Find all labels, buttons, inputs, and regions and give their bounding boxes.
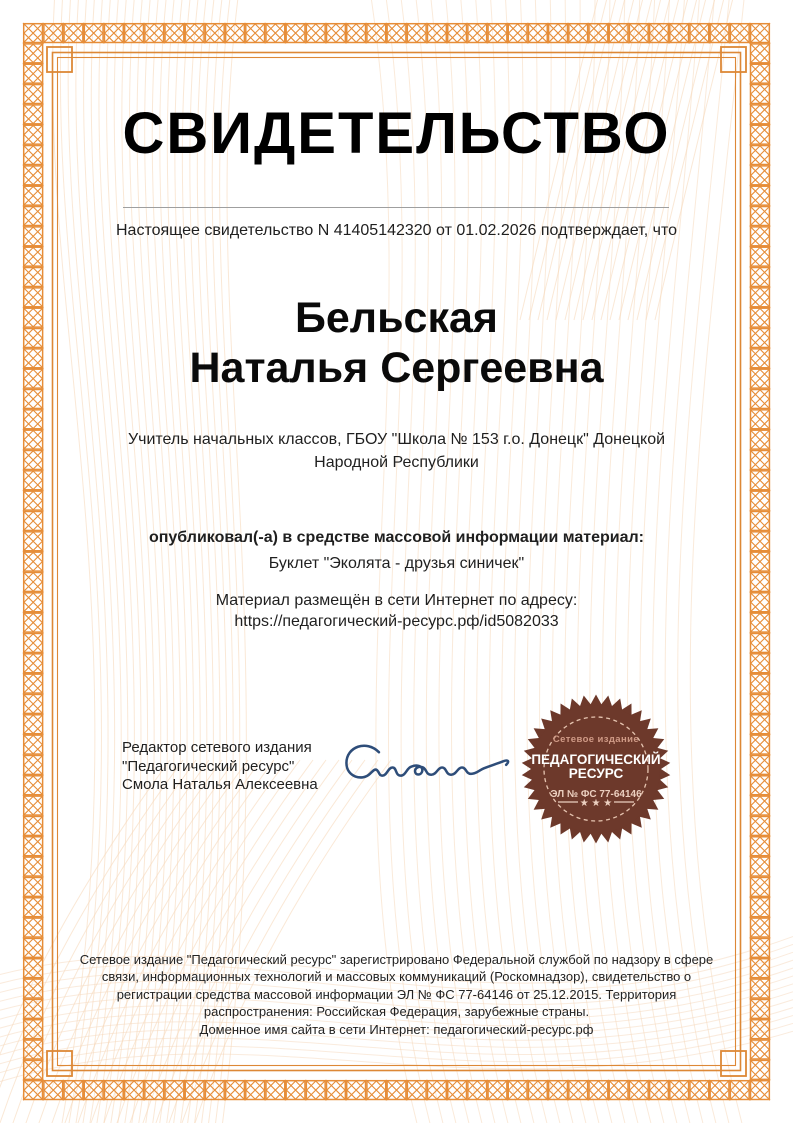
footer-line: регистрации средства массовой информации ЭЛ № ФС 77-64146 от 25.12.2015. Территория bbox=[116, 986, 677, 1002]
seal-org-line1: ПЕДАГОГИЧЕСКИЙ bbox=[531, 752, 661, 767]
signatory-role: Редактор сетевого издания bbox=[122, 739, 312, 756]
recipient-last-name: Бельская bbox=[294, 294, 498, 342]
signatory-name: Смола Наталья Алексеевна bbox=[122, 776, 318, 794]
signature-image bbox=[332, 734, 517, 792]
material-title: Буклет "Эколята - друзья синичек" bbox=[268, 555, 525, 572]
recipient-position-text: Учитель начальных классов, ГБОУ "Школа № 153 г.о. Донецк" Донецкой Народной Республики bbox=[127, 431, 666, 471]
signatory-block bbox=[122, 739, 318, 795]
recipient-first-patronymic: Наталья Сергеевна bbox=[189, 344, 604, 392]
footer-line: связи, информационных технологий и массовых коммуникаций (Роскомнадзор), свидетельство о bbox=[101, 969, 692, 985]
divider-line bbox=[123, 207, 669, 208]
recipient-position bbox=[0, 428, 793, 474]
footer-line: распространения: Российская Федерация, зарубежные страны. bbox=[203, 1004, 590, 1020]
signature-stroke bbox=[346, 746, 508, 778]
seal-stamp bbox=[516, 689, 676, 849]
certificate-title: СВИДЕТЕЛЬСТВО bbox=[122, 101, 671, 166]
footer-registration-text bbox=[0, 951, 793, 1038]
address-label: Материал размещён в сети Интернет по адресу: bbox=[215, 592, 578, 609]
material-address-block bbox=[0, 590, 793, 632]
material-url: https://педагогический-ресурс.рф/id5082033 bbox=[234, 613, 559, 630]
footer-line: Сетевое издание "Педагогический ресурс" зарегистрировано Федеральной службой по надзору в сфере bbox=[79, 952, 714, 967]
seal-stars: ★ ★ ★ bbox=[579, 798, 613, 809]
footer-line: Доменное имя сайта в сети Интернет: педагогический-ресурс.рф bbox=[199, 1021, 594, 1037]
recipient-name bbox=[0, 293, 793, 393]
signatory-organization: "Педагогический ресурс" bbox=[122, 757, 295, 775]
seal-org-line2: РЕСУРС bbox=[568, 766, 624, 781]
seal-edition-label: Сетевое издание bbox=[552, 734, 640, 745]
seal-registration-number: ЭЛ № ФС 77-64146 bbox=[550, 789, 642, 800]
publication-statement: опубликовал(-а) в средстве массовой информации материал: bbox=[148, 529, 645, 546]
statement-text: Настоящее свидетельство N 41405142320 от 01.02.2026 подтверждает, что bbox=[115, 222, 677, 239]
